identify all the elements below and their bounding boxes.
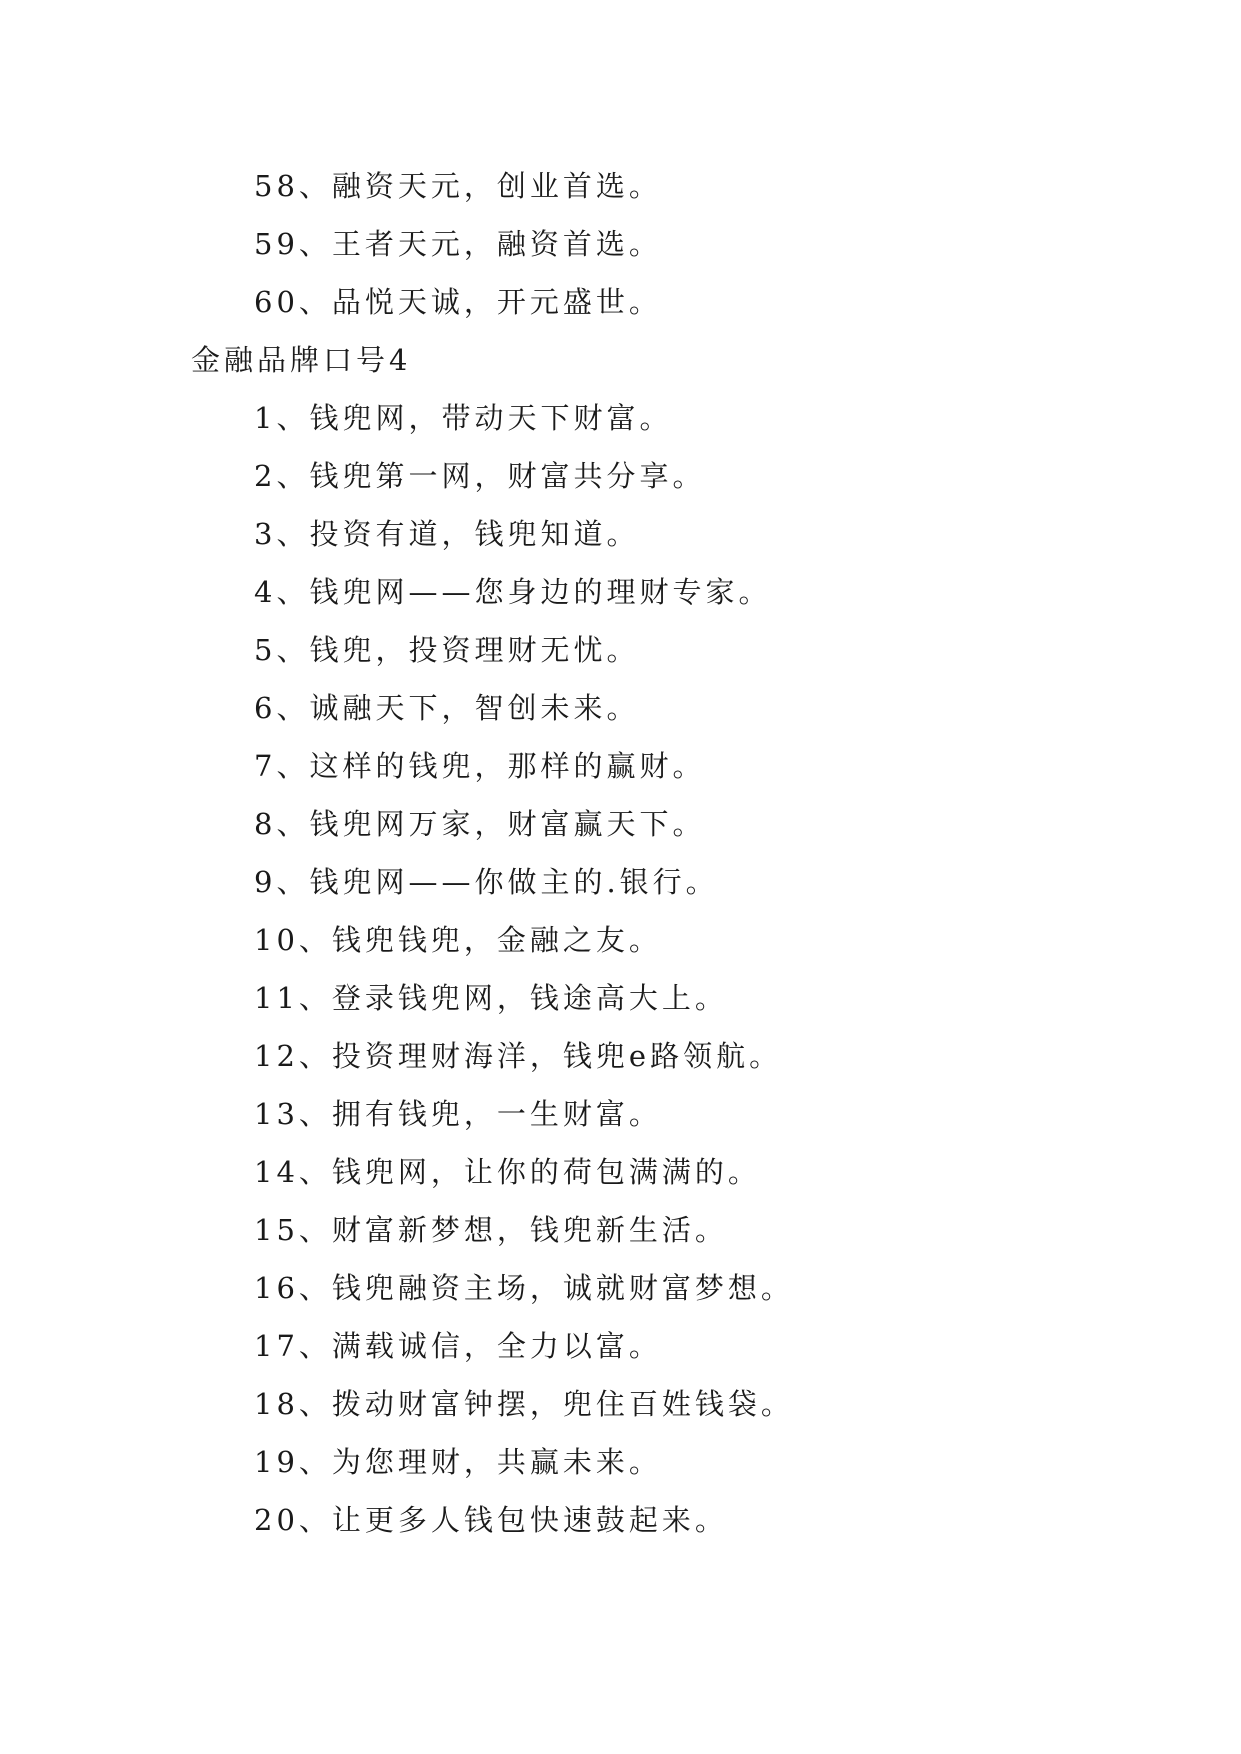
previous-slogan-list <box>0 157 1241 331</box>
list-item: 4、钱兜网——您身边的理财专家。 <box>254 575 772 609</box>
list-item: 15、财富新梦想，钱兜新生活。 <box>254 1213 728 1247</box>
list-item: 14、钱兜网，让你的荷包满满的。 <box>254 1155 761 1189</box>
list-item: 2、钱兜第一网，财富共分享。 <box>254 459 706 493</box>
list-item: 7、这样的钱兜，那样的赢财。 <box>254 749 706 783</box>
list-item: 6、诚融天下，智创未来。 <box>254 691 640 725</box>
slogan-list <box>0 389 1241 1549</box>
list-item: 5、钱兜，投资理财无忧。 <box>254 633 640 667</box>
list-item: 8、钱兜网万家，财富赢天下。 <box>254 807 706 841</box>
list-item: 9、钱兜网——你做主的.银行。 <box>254 865 719 899</box>
list-item: 16、钱兜融资主场，诚就财富梦想。 <box>254 1271 794 1305</box>
list-item: 17、满载诚信，全力以富。 <box>254 1329 662 1363</box>
list-item: 3、投资有道，钱兜知道。 <box>254 517 640 551</box>
list-item: 59、王者天元，融资首选。 <box>254 227 662 261</box>
list-item: 19、为您理财，共赢未来。 <box>254 1445 662 1479</box>
list-item: 1、钱兜网，带动天下财富。 <box>254 401 673 435</box>
list-item: 11、登录钱兜网，钱途高大上。 <box>254 981 728 1015</box>
list-item: 58、融资天元，创业首选。 <box>254 169 662 203</box>
list-item: 10、钱兜钱兜，金融之友。 <box>254 923 662 957</box>
list-item: 13、拥有钱兜，一生财富。 <box>254 1097 662 1131</box>
list-item: 60、品悦天诚，开元盛世。 <box>254 285 662 319</box>
list-item: 20、让更多人钱包快速鼓起来。 <box>254 1503 728 1537</box>
section-heading: 金融品牌口号4 <box>191 343 412 377</box>
list-item: 12、投资理财海洋，钱兜e路领航。 <box>254 1039 783 1073</box>
list-item: 18、拨动财富钟摆，兜住百姓钱袋。 <box>254 1387 794 1421</box>
